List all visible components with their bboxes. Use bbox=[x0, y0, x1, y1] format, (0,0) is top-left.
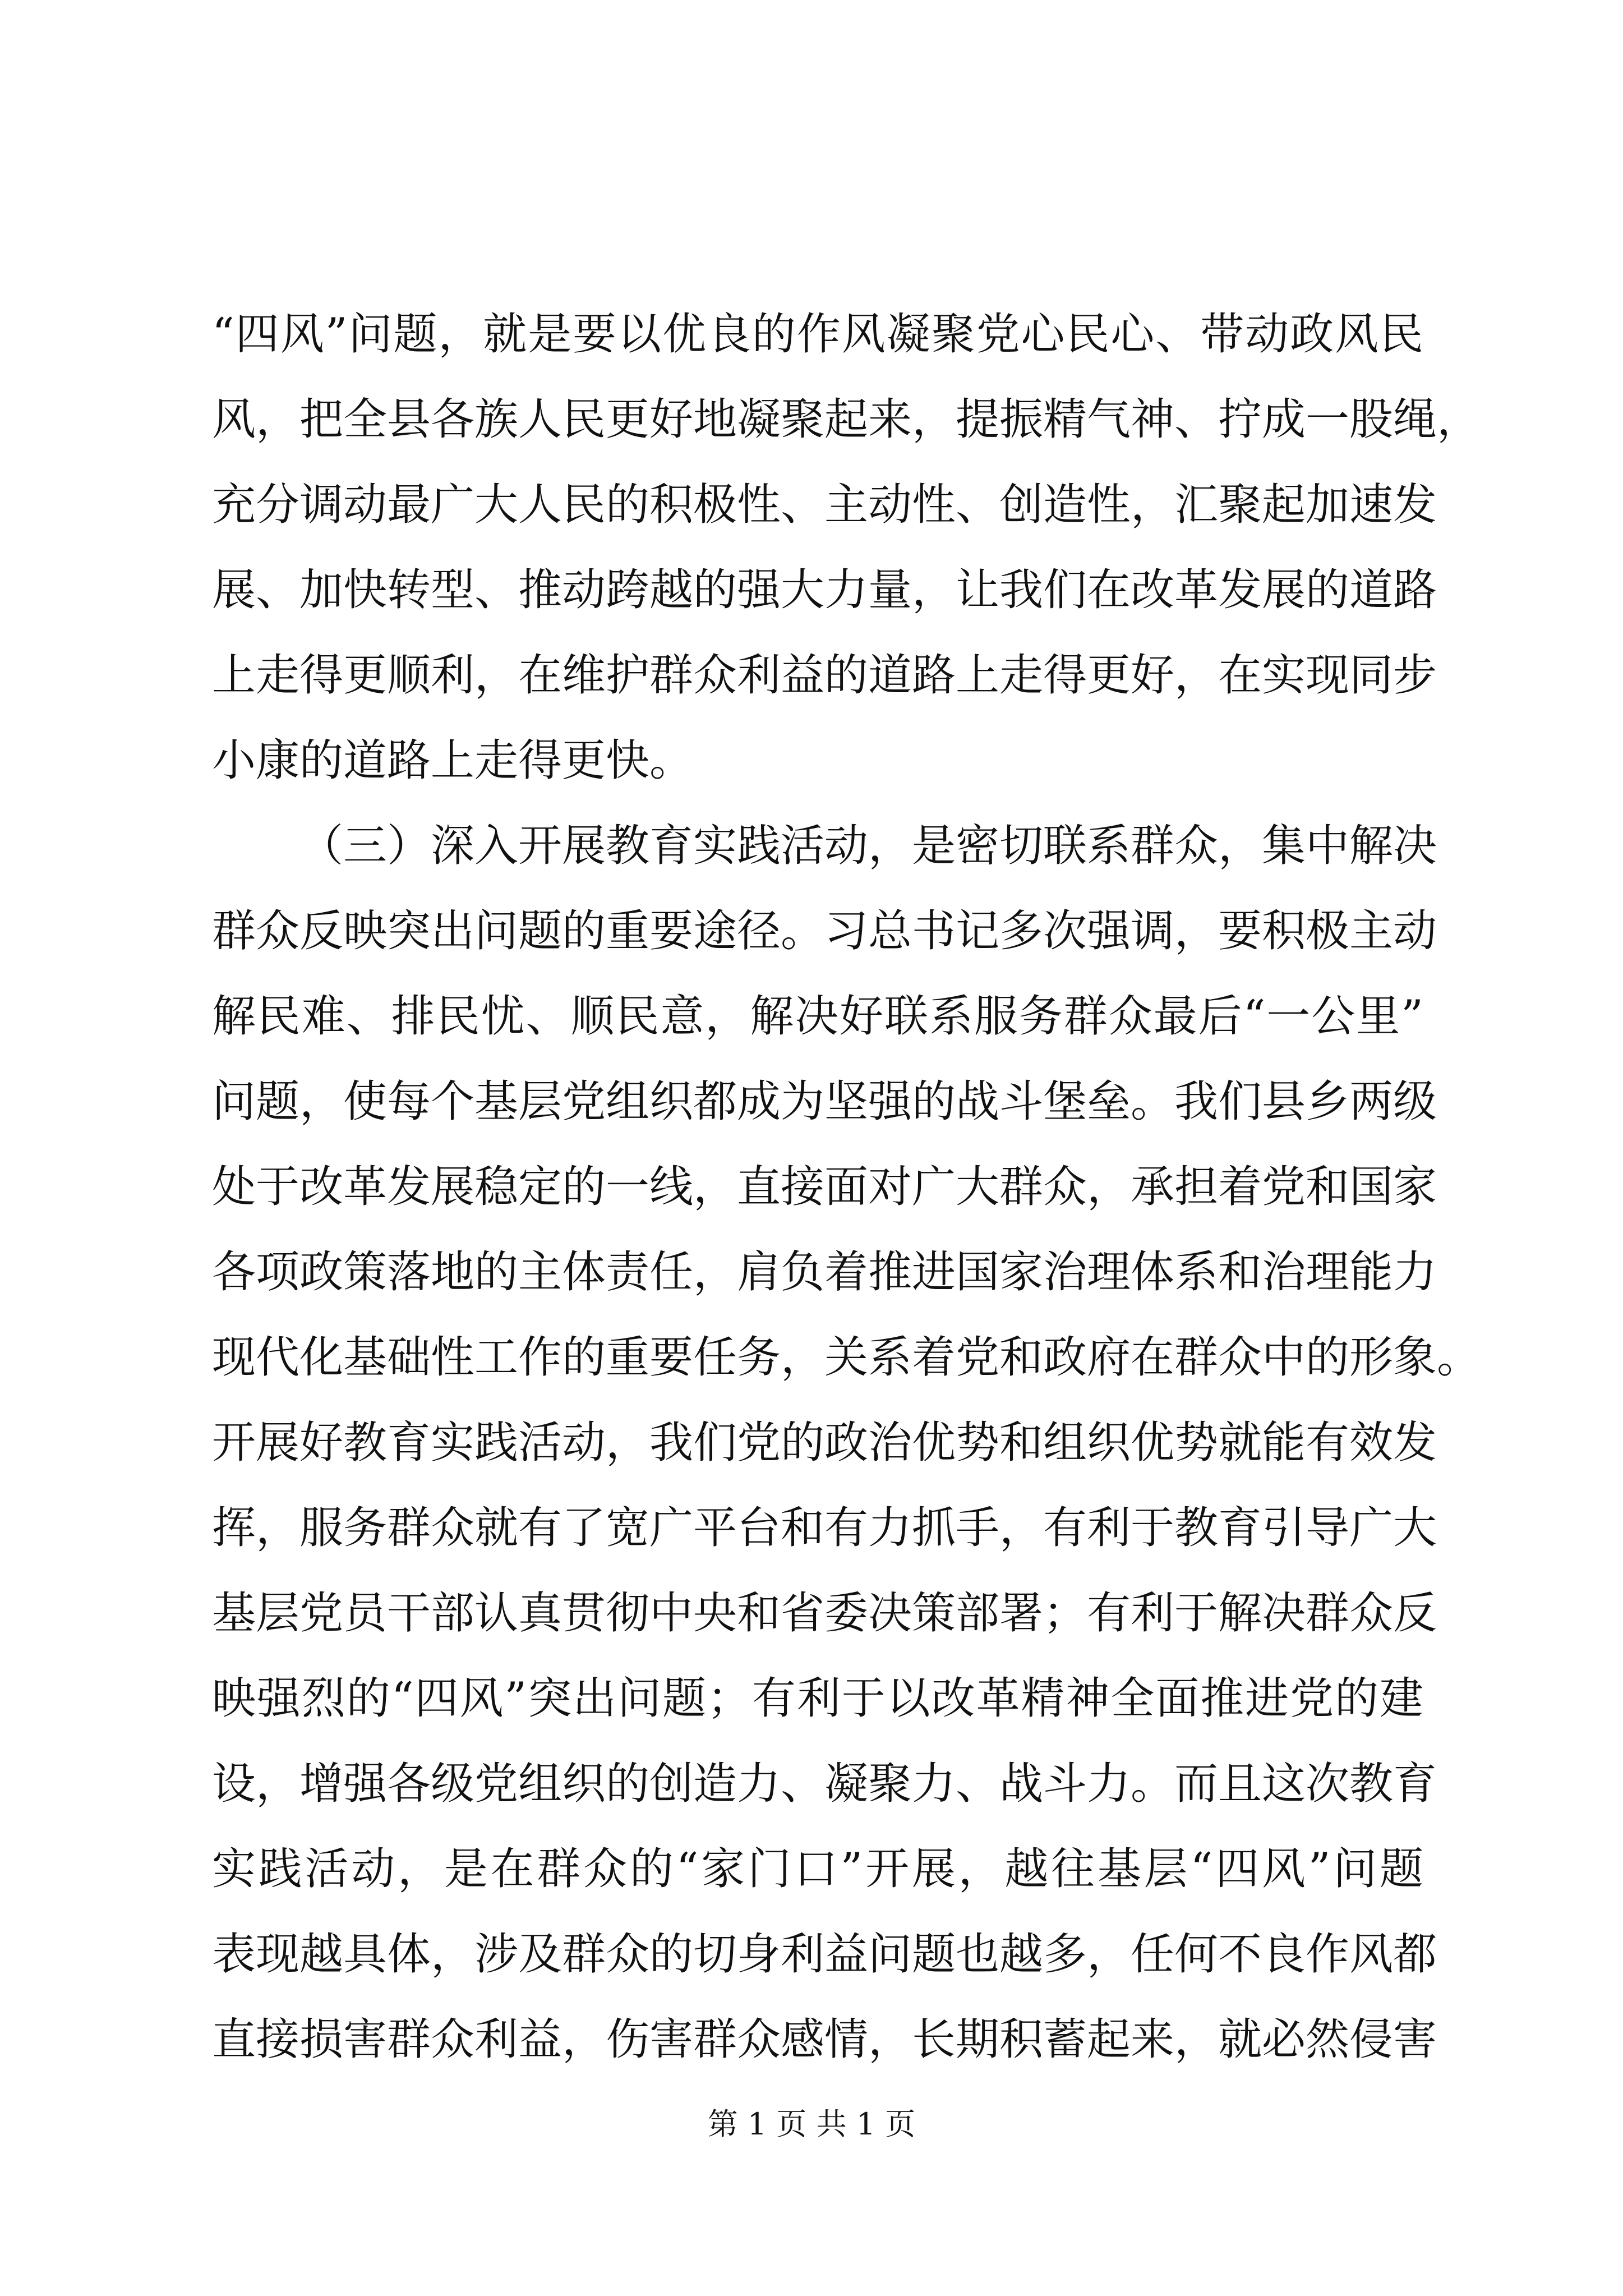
text-line: 实践活动，是在群众的“家门口”开展，越往基层“四风”问题 bbox=[212, 1844, 1423, 1894]
text-line: 充分调动最广大人民的积极性、主动性、创造性，汇聚起加速发 bbox=[212, 480, 1437, 530]
text-line: 基层党员干部认真贯彻中央和省委决策部署；有利于解决群众反 bbox=[212, 1588, 1437, 1639]
body-text bbox=[212, 292, 1481, 2082]
text-line: 群众反映突出问题的重要途径。习总书记多次强调，要积极主动 bbox=[212, 906, 1437, 956]
text-line: 映强烈的“四风”突出问题；有利于以改革精神全面推进党的建 bbox=[212, 1673, 1423, 1724]
text-line: 现代化基础性工作的重要任务，关系着党和政府在群众中的形象。 bbox=[212, 1332, 1481, 1383]
text-line: 风，把全县各族人民更好地凝聚起来，提振精气神、拧成一股绳， bbox=[212, 394, 1481, 445]
text-line: 表现越具体，涉及群众的切身利益问题也越多，任何不良作风都 bbox=[212, 1929, 1437, 1980]
text-line: 挥，服务群众就有了宽广平台和有力抓手，有利于教育引导广大 bbox=[212, 1503, 1437, 1553]
text-line: 开展好教育实践活动，我们党的政治优势和组织优势就能有效发 bbox=[212, 1418, 1437, 1468]
text-line: “四风”问题，就是要以优良的作风凝聚党心民心、带动政风民 bbox=[212, 309, 1423, 360]
page-number: 第 1 页 共 1 页 bbox=[707, 2106, 916, 2142]
text-line: 小康的道路上走得更快。 bbox=[212, 735, 694, 786]
text-line: 问题，使每个基层党组织都成为坚强的战斗堡垒。我们县乡两级 bbox=[212, 1076, 1437, 1127]
text-line: 处于改革发展稳定的一线，直接面对广大群众，承担着党和国家 bbox=[212, 1162, 1437, 1212]
text-line: 设，增强各级党组织的创造力、凝聚力、战斗力。而且这次教育 bbox=[212, 1759, 1437, 1809]
text-line: 各项政策落地的主体责任，肩负着推进国家治理体系和治理能力 bbox=[212, 1247, 1437, 1297]
text-line: 解民难、排民忧、顺民意，解决好联系服务群众最后“一公里” bbox=[212, 991, 1423, 1042]
text-line: 上走得更顺利，在维护群众利益的道路上走得更好，在实现同步 bbox=[212, 650, 1437, 701]
paragraph-first-line: （三）深入开展教育实践活动，是密切联系群众，集中解决 bbox=[299, 821, 1437, 871]
text-line: 展、加快转型、推动跨越的强大力量，让我们在改革发展的道路 bbox=[212, 565, 1437, 615]
page-footer bbox=[0, 2105, 1623, 2144]
text-line: 直接损害群众利益，伤害群众感情，长期积蓄起来，就必然侵害 bbox=[212, 2014, 1437, 2065]
